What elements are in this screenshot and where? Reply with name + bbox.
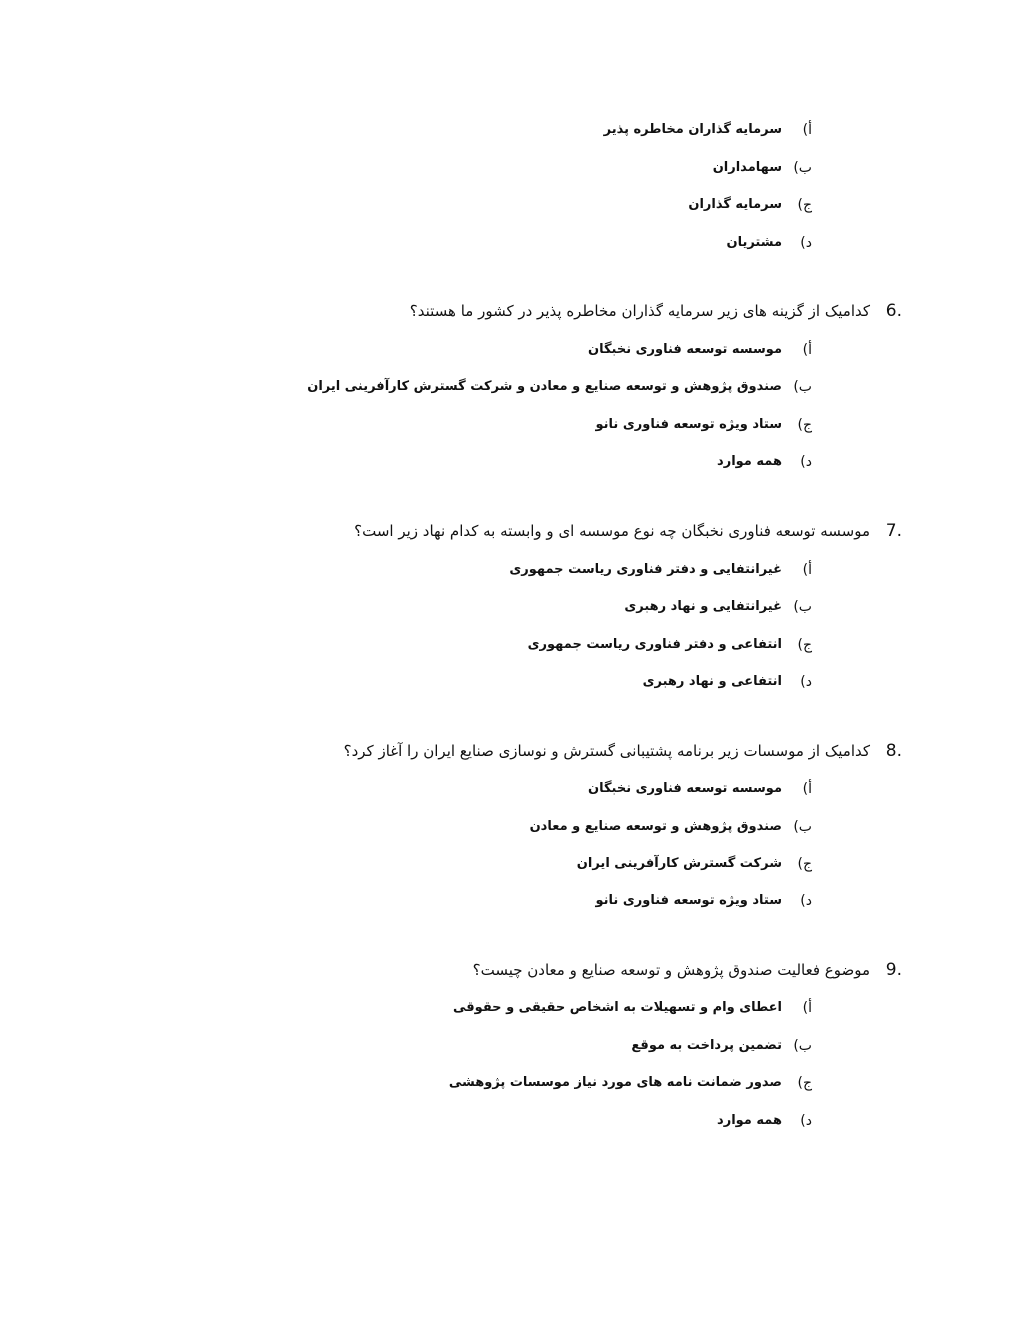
question-number: 8. bbox=[885, 741, 902, 761]
q7-option-b bbox=[0, 593, 1020, 621]
option-text: شرکت گسترش کارآفرینی ایران bbox=[576, 856, 782, 871]
q6-option-c bbox=[0, 411, 1020, 439]
option-text: موسسه توسعه فناوری نخبگان bbox=[588, 342, 782, 357]
q8-option-a bbox=[0, 775, 1020, 803]
q8-question bbox=[0, 737, 1020, 765]
option-text: صدور ضمانت نامه های مورد نیاز موسسات پژوهشی bbox=[448, 1075, 782, 1090]
option-text: صندوق پژوهش و توسعه صنایع و معادن و شرکت گسترش کارآفرینی ایران bbox=[307, 379, 782, 394]
q9-option-d bbox=[0, 1107, 1020, 1135]
option-letter: ج) bbox=[797, 856, 812, 872]
option-letter: أ) bbox=[802, 781, 812, 797]
q5-option-d bbox=[0, 229, 1020, 257]
q7-option-c bbox=[0, 631, 1020, 659]
q9-question bbox=[0, 956, 1020, 984]
option-letter: د) bbox=[800, 454, 812, 470]
option-text: همه موارد bbox=[717, 454, 782, 469]
option-letter: ب) bbox=[793, 599, 812, 615]
q6-option-d bbox=[0, 448, 1020, 476]
option-text: تضمین پرداخت به موقع bbox=[631, 1038, 782, 1053]
option-text: انتفاعی و نهاد رهبری bbox=[642, 674, 782, 689]
option-text: انتفاعی و دفتر فناوری ریاست جمهوری bbox=[527, 637, 782, 652]
q9-option-c bbox=[0, 1069, 1020, 1097]
q5-option-a bbox=[0, 116, 1020, 144]
option-letter: ب) bbox=[793, 160, 812, 176]
option-text: مشتریان bbox=[726, 235, 782, 250]
option-text: سهامداران bbox=[712, 160, 782, 175]
option-text: سرمایه گذاران مخاطره پذیر bbox=[603, 122, 782, 137]
q9-option-b bbox=[0, 1032, 1020, 1060]
option-letter: ب) bbox=[793, 1038, 812, 1054]
question-number: 9. bbox=[885, 960, 902, 980]
option-letter: أ) bbox=[802, 562, 812, 578]
option-letter: ب) bbox=[793, 819, 812, 835]
option-text: ستاد ویژه توسعه فناوری نانو bbox=[595, 417, 782, 432]
q7-question bbox=[0, 517, 1020, 545]
option-letter: ج) bbox=[797, 1075, 812, 1091]
option-text: صندوق پژوهش و توسعه صنایع و معادن bbox=[529, 819, 782, 834]
option-letter: ب) bbox=[793, 379, 812, 395]
option-letter: أ) bbox=[802, 1000, 812, 1016]
question-text: موضوع فعالیت صندوق پژوهش و توسعه صنایع و معادن چیست؟ bbox=[472, 961, 870, 979]
question-number: 6. bbox=[885, 301, 902, 321]
q9-option-a bbox=[0, 994, 1020, 1022]
q8-option-b bbox=[0, 813, 1020, 841]
option-letter: أ) bbox=[802, 122, 812, 138]
question-text: کدامیک از موسسات زیر برنامه پشتیبانی گسترش و نوسازی صنایع ایران را آغاز کرد؟ bbox=[343, 742, 870, 760]
option-text: غیرانتفایی و دفتر فناوری ریاست جمهوری bbox=[509, 562, 782, 577]
option-letter: د) bbox=[800, 674, 812, 690]
option-letter: د) bbox=[800, 893, 812, 909]
q6-option-b bbox=[0, 373, 1020, 401]
option-letter: ج) bbox=[797, 197, 812, 213]
option-letter: د) bbox=[800, 1113, 812, 1129]
q6-question bbox=[0, 297, 1020, 325]
option-letter: ج) bbox=[797, 637, 812, 653]
q5-option-b bbox=[0, 154, 1020, 182]
option-text: غیرانتفایی و نهاد رهبری bbox=[624, 599, 782, 614]
q5-option-c bbox=[0, 191, 1020, 219]
question-number: 7. bbox=[885, 521, 902, 541]
question-text: موسسه توسعه فناوری نخبگان چه نوع موسسه ای و وابسته به کدام نهاد زیر است؟ bbox=[354, 522, 870, 540]
option-text: همه موارد bbox=[717, 1113, 782, 1128]
option-letter: د) bbox=[800, 235, 812, 251]
q8-option-d bbox=[0, 887, 1020, 915]
option-letter: ج) bbox=[797, 417, 812, 433]
question-text: کدامیک از گزینه های زیر سرمایه گذاران مخاطره پذیر در کشور ما هستند؟ bbox=[409, 302, 870, 320]
q7-option-d bbox=[0, 668, 1020, 696]
q8-option-c bbox=[0, 850, 1020, 878]
q7-option-a bbox=[0, 556, 1020, 584]
option-text: ستاد ویژه توسعه فناوری نانو bbox=[595, 893, 782, 908]
q6-option-a bbox=[0, 336, 1020, 364]
option-text: موسسه توسعه فناوری نخبگان bbox=[588, 781, 782, 796]
option-text: سرمایه گذاران bbox=[688, 197, 782, 212]
option-letter: أ) bbox=[802, 342, 812, 358]
option-text: اعطای وام و تسهیلات به اشخاص حقیقی و حقوقی bbox=[453, 1000, 782, 1015]
